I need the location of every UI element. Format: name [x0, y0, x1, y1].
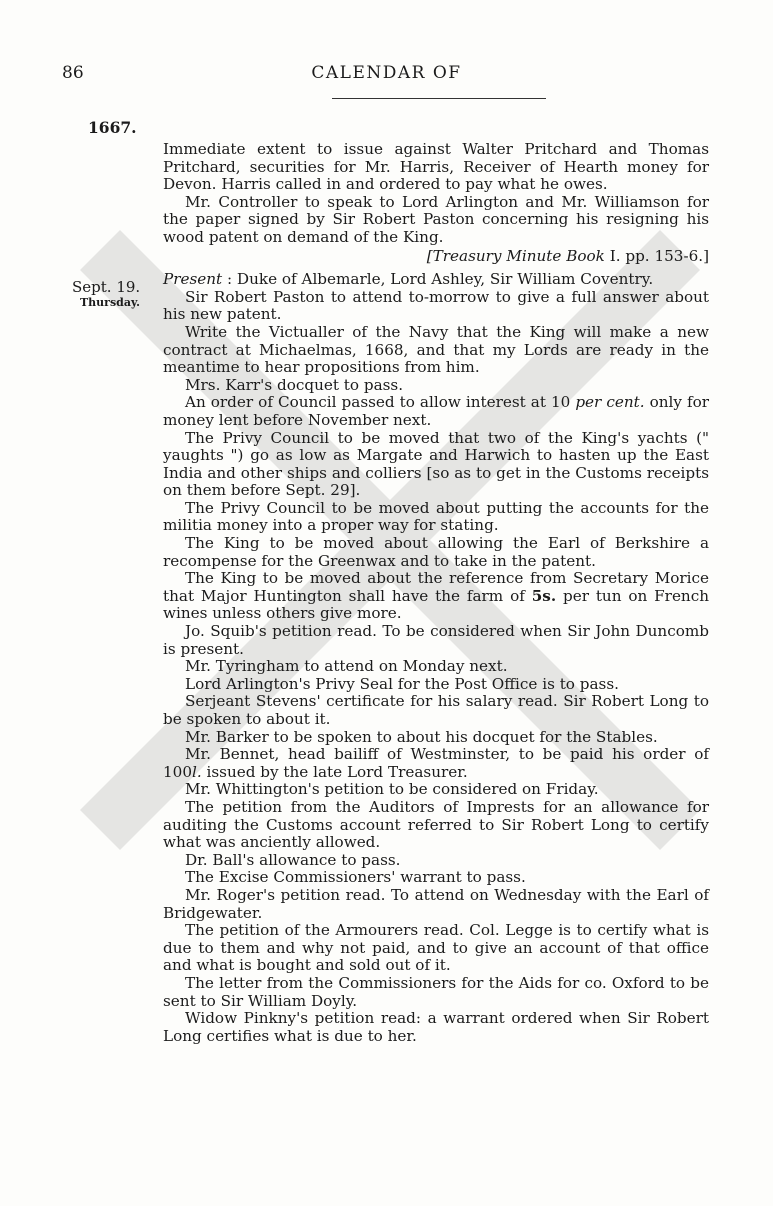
entry-paragraph: Write the Victualler of the Navy that the King will make a new contract at Michaelmas, 1668, and that my Lords are ready in the meantime to hear propositions from him. [163, 322, 709, 377]
wines-after: per tun on French wines unless others give more. [163, 586, 710, 623]
bennet-italic: l. [192, 762, 202, 781]
entry-paragraph: Jo. Squib's petition read. To be considered when Sir John Duncomb is present. [163, 622, 709, 658]
entry-paragraph: Immediate extent to issue against Walter Pritchard and Thomas Pritchard, securities for Mr. Harris, Receiver of Hearth money for Devon. Harris called in and ordered to pay what he owes. [163, 140, 709, 194]
interest-italic: per cent. [575, 393, 645, 412]
entry-paragraph: Serjeant Stevens' certificate for his salary read. Sir Robert Long to be spoken to about it. [163, 692, 709, 728]
present-text: : Duke of Albemarle, Lord Ashley, Sir William Coventry. [222, 270, 654, 289]
margin-weekday: Thursday. [80, 296, 140, 309]
entry-paragraph: Widow Pinkny's petition read: a warrant ordered when Sir Robert Long certifies what is due to her. [163, 1009, 709, 1045]
present-label: Present [163, 270, 223, 289]
interest-before: An order of Council passed to allow interest at 10 [185, 393, 576, 412]
present-paragraph [163, 271, 709, 289]
bennet-after: issued by the late Lord Treasurer. [201, 762, 468, 781]
entry-paragraph: Mr. Whittington's petition to be considered on Friday. [185, 780, 599, 799]
entry-paragraph: The petition from the Auditors of Imprests for an allowance for auditing the Customs account referred to Sir Robert Long to certify what was anciently allowed. [163, 797, 709, 852]
entry-paragraph: Dr. Ball's allowance to pass. [185, 850, 401, 869]
entry-paragraph: Mr. Controller to speak to Lord Arlington and Mr. Williamson for the paper signed by Sir Robert Paston concerning his resigning his wood patent on demand of the King. [163, 192, 709, 246]
entry-paragraph [163, 394, 709, 429]
entry-paragraph: The petition of the Armourers read. Col. Legge is to certify what is due to them and why not paid, and to give an account of that office and what is bought and sold out of it. [163, 921, 709, 975]
entry-paragraph: Lord Arlington's Privy Seal for the Post Office is to pass. [185, 674, 619, 693]
entry-paragraph: Mrs. Karr's docquet to pass. [185, 375, 404, 394]
wines-before: The King to be moved about the reference from Secretary Morice that Major Huntington shall have the farm of [163, 569, 709, 605]
entry-paragraph: The King to be moved about allowing the Earl of Berkshire a recompense for the Greenwax and to take in the patent. [163, 534, 709, 570]
bennet-before: Mr. Bennet, head bailiff of Westminster, to be paid his order of 100 [163, 745, 709, 781]
citation-source: [Treasury Minute Book [426, 246, 605, 265]
running-title: CALENDAR OF [311, 63, 462, 83]
entry-paragraph [163, 570, 709, 623]
entry-paragraph: Mr. Tyringham to attend on Monday next. [185, 657, 508, 676]
entry-paragraph: The Excise Commissioners' warrant to pass. [185, 868, 526, 887]
page-number: 86 [62, 63, 84, 83]
entry-paragraph: The Privy Council to be moved about putting the accounts for the militia money into a proper way for stating. [163, 498, 709, 535]
wines-bold: 5s. [531, 586, 557, 605]
margin-date-text: Sept. 19. [72, 278, 141, 296]
header-rule [332, 98, 546, 99]
entry-paragraph: Mr. Roger's petition read. To attend on Wednesday with the Earl of Bridgewater. [163, 885, 709, 922]
entry-paragraph: Mr. Barker to be spoken to about his docquet for the Stables. [185, 727, 658, 746]
entry-paragraph: The Privy Council to be moved that two of the King's yachts (" yaughts ") go as low as Margate and Harwich to hasten up the East India and other ships and colliers [so as to get in the Customs receipts on them before Sept. 29]. [163, 428, 709, 500]
entry-paragraph [163, 746, 709, 781]
source-citation [163, 248, 709, 266]
citation-ref: I. pp. 153-6.] [604, 246, 709, 265]
entry-paragraph: Sir Robert Paston to attend to-morrow to give a full answer about his new patent. [163, 287, 709, 324]
entry-paragraph: The letter from the Commissioners for the Aids for co. Oxford to be sent to Sir William Doyly. [163, 973, 709, 1010]
interest-after: only for money lent before November next. [163, 393, 709, 429]
margin-date [72, 279, 140, 311]
entry-body [163, 141, 709, 1045]
margin-year: 1667. [88, 118, 137, 137]
